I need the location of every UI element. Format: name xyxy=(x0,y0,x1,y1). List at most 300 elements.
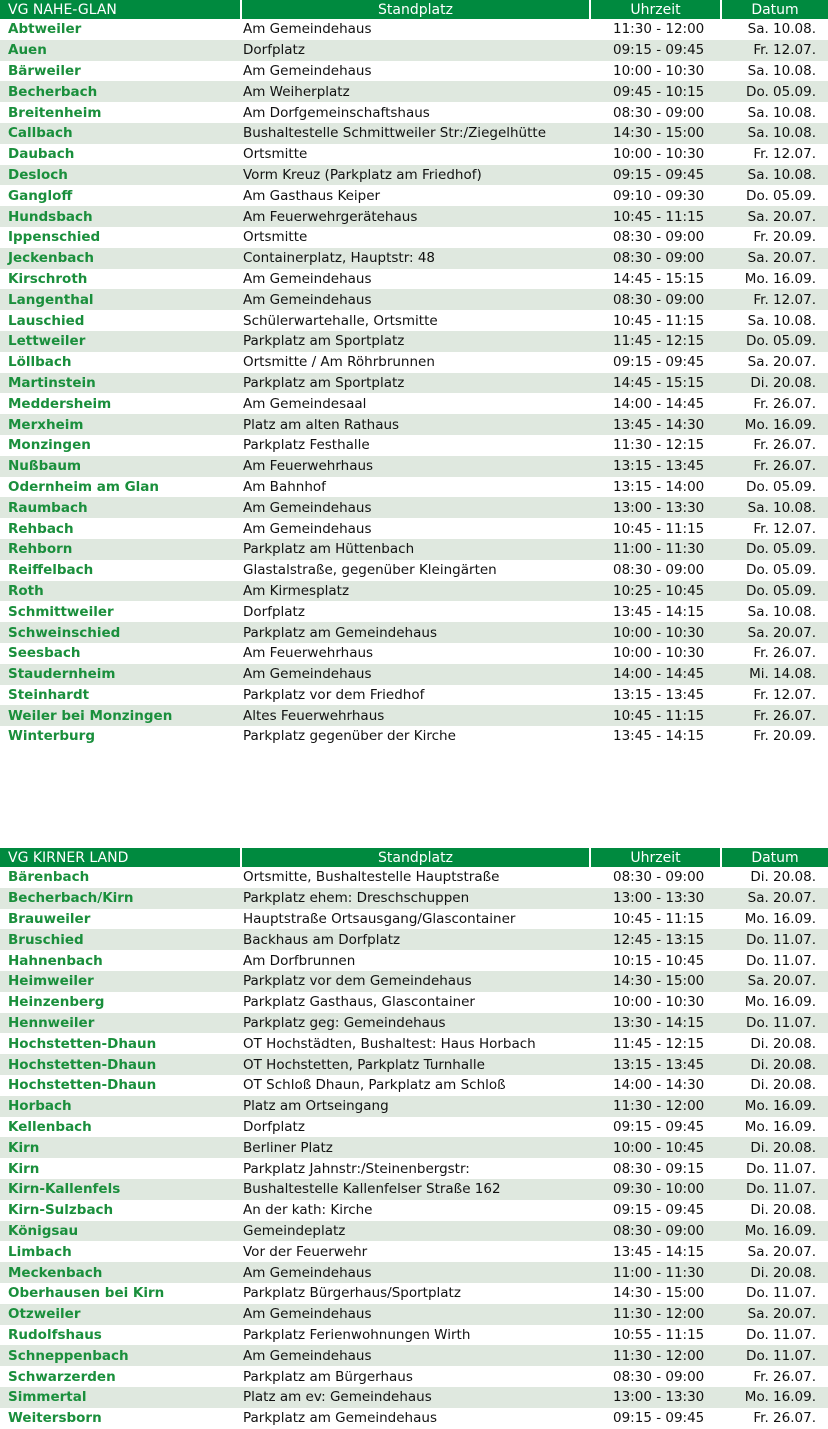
time-range: 13:15 - 13:45 xyxy=(590,1054,721,1075)
location: Platz am alten Rathaus xyxy=(241,414,590,435)
place-name: Reiffelbach xyxy=(8,562,94,579)
table-row xyxy=(0,888,828,909)
location: Am Gemeindehaus xyxy=(241,497,590,518)
table-row xyxy=(0,726,828,747)
time-range: 09:15 - 09:45 xyxy=(613,1118,705,1135)
time-range: 08:30 - 09:15 xyxy=(613,1160,705,1177)
time-range: 08:30 - 09:00 xyxy=(590,289,721,310)
date: Sa. 10.08. xyxy=(747,21,816,38)
table-row xyxy=(0,373,828,394)
location: Parkplatz ehem: Dreschschuppen xyxy=(241,888,590,909)
time-range: 09:15 - 09:45 xyxy=(590,165,721,186)
table-row xyxy=(0,867,828,888)
time-range: 08:30 - 09:00 xyxy=(613,562,705,579)
location: Am Gemeindehaus xyxy=(241,664,590,685)
table-row xyxy=(0,1054,828,1075)
time-range: 13:45 - 14:15 xyxy=(613,728,705,745)
location: Am Gemeindehaus xyxy=(241,289,590,310)
place-name: Raumbach xyxy=(0,497,241,518)
time-range: 14:00 - 14:45 xyxy=(613,395,705,412)
place-name: Kirn-Kallenfels xyxy=(0,1179,241,1200)
location: OT Schloß Dhaun, Parkplatz am Schloß xyxy=(243,1077,506,1094)
date: Mo. 16.09. xyxy=(721,414,828,435)
table-row xyxy=(0,414,828,435)
date: Sa. 10.08. xyxy=(721,165,828,186)
place-name: Schmittweiler xyxy=(8,603,114,620)
date: Fr. 26.07. xyxy=(753,1410,816,1427)
date: Fr. 20.09. xyxy=(753,229,816,246)
time-range: 08:30 - 09:00 xyxy=(613,1368,705,1385)
location: Parkplatz am Bürgerhaus xyxy=(243,1368,413,1385)
date: Sa. 10.08. xyxy=(747,312,816,329)
time-range: 10:00 - 10:30 xyxy=(613,994,705,1011)
date: Di. 20.08. xyxy=(750,1077,816,1094)
place-name: Heinzenberg xyxy=(8,994,105,1011)
place-name: Kirn-Sulzbach xyxy=(8,1202,114,1219)
time-range: 14:45 - 15:15 xyxy=(613,270,705,287)
place-name: Rudolfshaus xyxy=(8,1326,102,1343)
time-range: 14:00 - 14:30 xyxy=(613,1077,705,1094)
time-range: 11:30 - 12:00 xyxy=(590,1345,721,1366)
header-datum: Datum xyxy=(721,848,828,867)
place-name: Löllbach xyxy=(8,354,72,371)
date: Sa. 10.08. xyxy=(747,104,816,121)
table-row xyxy=(0,1387,828,1408)
place-name: Lettweiler xyxy=(0,331,241,352)
date: Sa. 20.07. xyxy=(721,888,828,909)
location: Am Weiherplatz xyxy=(241,81,590,102)
place-name: Breitenheim xyxy=(8,104,102,121)
date: Mo. 16.09. xyxy=(744,910,816,927)
place-name: Rehbach xyxy=(8,520,74,537)
date: Di. 20.08. xyxy=(721,1137,828,1158)
location: Am Kirmesplatz xyxy=(241,581,590,602)
date: Sa. 10.08. xyxy=(721,123,828,144)
place-name: Hundsbach xyxy=(0,206,241,227)
location: Am Feuerwehrhaus xyxy=(243,645,374,662)
time-range: 10:00 - 10:30 xyxy=(613,62,705,79)
date: Di. 20.08. xyxy=(721,373,828,394)
date: Do. 05.09. xyxy=(721,81,828,102)
table-row xyxy=(0,539,828,560)
schedule-table-kirner-land xyxy=(0,848,828,1429)
location: Ortsmitte / Am Röhrbrunnen xyxy=(243,354,435,371)
place-name: Rehborn xyxy=(0,539,241,560)
location: Parkplatz am Gemeindehaus xyxy=(243,1410,437,1427)
place-name: Hochstetten-Dhaun xyxy=(8,1077,157,1094)
date: Sa. 20.07. xyxy=(721,248,828,269)
location: Hauptstraße Ortsausgang/Glascontainer xyxy=(243,910,516,927)
table-row xyxy=(0,102,828,123)
location: Altes Feuerwehrhaus xyxy=(241,705,590,726)
location: Platz am ev: Gemeindehaus xyxy=(241,1387,590,1408)
location: Am Dorfgemeinschaftshaus xyxy=(243,104,430,121)
place-name: Langenthal xyxy=(0,289,241,310)
table-row xyxy=(0,61,828,82)
date: Do. 05.09. xyxy=(746,478,816,495)
location: Am Gemeindehaus xyxy=(241,1345,590,1366)
location: Parkplatz vor dem Gemeindehaus xyxy=(241,971,590,992)
time-range: 13:45 - 14:15 xyxy=(613,1243,705,1260)
location: Parkplatz gegenüber der Kirche xyxy=(243,728,456,745)
table-row xyxy=(0,643,828,664)
date: Do. 05.09. xyxy=(721,331,828,352)
place-name: Roth xyxy=(0,581,241,602)
date: Fr. 26.07. xyxy=(721,456,828,477)
table-row xyxy=(0,1262,828,1283)
date: Do. 11.07. xyxy=(721,1345,828,1366)
time-range: 10:15 - 10:45 xyxy=(613,952,705,969)
location: Parkplatz am Hüttenbach xyxy=(241,539,590,560)
date: Mo. 16.09. xyxy=(721,1387,828,1408)
date: Sa. 20.07. xyxy=(721,622,828,643)
time-range: 09:30 - 10:00 xyxy=(590,1179,721,1200)
place-name: Oberhausen bei Kirn xyxy=(8,1285,165,1302)
time-range: 08:30 - 09:00 xyxy=(613,869,705,886)
time-range: 11:30 - 12:00 xyxy=(613,21,705,38)
table-row xyxy=(0,144,828,165)
time-range: 10:00 - 10:30 xyxy=(613,645,705,662)
section-title: VG NAHE-GLAN xyxy=(0,0,241,19)
location: Parkplatz Gasthaus, Glascontainer xyxy=(243,994,475,1011)
place-name: Schweinschied xyxy=(0,622,241,643)
location: Platz am Ortseingang xyxy=(241,1096,590,1117)
location: Parkplatz vor dem Friedhof xyxy=(243,686,425,703)
location: An der kath: Kirche xyxy=(243,1202,373,1219)
time-range: 13:45 - 14:15 xyxy=(613,603,705,620)
place-name: Meddersheim xyxy=(8,395,112,412)
table-row xyxy=(0,206,828,227)
time-range: 14:30 - 15:00 xyxy=(590,123,721,144)
time-range: 10:55 - 11:15 xyxy=(613,1326,705,1343)
place-name: Lauschied xyxy=(8,312,85,329)
table-row xyxy=(0,165,828,186)
time-range: 08:30 - 09:00 xyxy=(613,104,705,121)
location: Am Gemeindehaus xyxy=(241,1304,590,1325)
place-name: Weitersborn xyxy=(8,1410,102,1427)
place-name: Limbach xyxy=(8,1243,72,1260)
location: Parkplatz Ferienwohnungen Wirth xyxy=(243,1326,471,1343)
date: Do. 05.09. xyxy=(746,187,816,204)
time-range: 14:30 - 15:00 xyxy=(590,971,721,992)
table-row xyxy=(0,518,828,539)
place-name: Bärweiler xyxy=(8,62,81,79)
date: Fr. 26.07. xyxy=(721,705,828,726)
table-row xyxy=(0,352,828,373)
time-range: 10:45 - 11:15 xyxy=(613,910,705,927)
table-row xyxy=(0,1179,828,1200)
location: OT Hochstädten, Bushaltest: Haus Horbach xyxy=(243,1035,536,1052)
time-range: 08:30 - 09:00 xyxy=(613,229,705,246)
date: Fr. 20.09. xyxy=(753,728,816,745)
date: Do. 11.07. xyxy=(746,952,816,969)
date: Sa. 20.07. xyxy=(721,971,828,992)
time-range: 14:00 - 14:45 xyxy=(590,664,721,685)
location: Parkplatz Festhalle xyxy=(243,437,370,454)
place-name: Schwarzerden xyxy=(8,1368,116,1385)
date: Di. 20.08. xyxy=(750,869,816,886)
time-range: 11:30 - 12:00 xyxy=(590,1096,721,1117)
table-row xyxy=(0,1221,828,1242)
place-name: Bruschied xyxy=(0,929,241,950)
date: Mo. 16.09. xyxy=(721,1221,828,1242)
location: Parkplatz Bürgerhaus/Sportplatz xyxy=(243,1285,461,1302)
date: Sa. 10.08. xyxy=(747,62,816,79)
table-row xyxy=(0,248,828,269)
place-name: Hochstetten-Dhaun xyxy=(0,1054,241,1075)
table-row xyxy=(0,1345,828,1366)
location: Containerplatz, Hauptstr: 48 xyxy=(241,248,590,269)
time-range: 12:45 - 13:15 xyxy=(590,929,721,950)
place-name: Gangloff xyxy=(8,187,73,204)
time-range: 13:30 - 14:15 xyxy=(590,1013,721,1034)
table-row xyxy=(0,909,828,930)
time-range: 11:30 - 12:00 xyxy=(590,1304,721,1325)
table-row xyxy=(0,1408,828,1429)
table-header-row xyxy=(0,848,828,867)
place-name: Kirschroth xyxy=(8,270,88,287)
table-row xyxy=(0,289,828,310)
location: Am Gemeindehaus xyxy=(243,270,372,287)
table-row xyxy=(0,1033,828,1054)
date: Sa. 20.07. xyxy=(747,354,816,371)
place-name: Kirn xyxy=(8,1160,40,1177)
time-range: 11:00 - 11:30 xyxy=(590,539,721,560)
time-range: 13:00 - 13:30 xyxy=(590,497,721,518)
place-name: Kellenbach xyxy=(8,1118,92,1135)
table-row xyxy=(0,1241,828,1262)
place-name: Desloch xyxy=(0,165,241,186)
table-row xyxy=(0,581,828,602)
table-row xyxy=(0,227,828,248)
place-name: Ippenschied xyxy=(8,229,101,246)
table-row xyxy=(0,331,828,352)
place-name: Becherbach/Kirn xyxy=(0,888,241,909)
date: Fr. 12.07. xyxy=(753,146,816,163)
time-range: 10:45 - 11:15 xyxy=(613,312,705,329)
time-range: 09:15 - 09:45 xyxy=(613,354,705,371)
place-name: Brauweiler xyxy=(8,910,91,927)
place-name: Monzingen xyxy=(8,437,91,454)
place-name: Odernheim am Glan xyxy=(8,478,160,495)
place-name: Hennweiler xyxy=(0,1013,241,1034)
location: Am Gasthaus Keiper xyxy=(243,187,381,204)
time-range: 09:15 - 09:45 xyxy=(613,1202,705,1219)
place-name: Merxheim xyxy=(0,414,241,435)
time-range: 09:10 - 09:30 xyxy=(613,187,705,204)
date: Mo. 16.09. xyxy=(744,1118,816,1135)
location: Am Gemeindehaus xyxy=(241,1262,590,1283)
date: Fr. 26.07. xyxy=(753,437,816,454)
place-name: Callbach xyxy=(0,123,241,144)
table-row xyxy=(0,1137,828,1158)
location: Backhaus am Dorfplatz xyxy=(241,929,590,950)
place-name: Staudernheim xyxy=(0,664,241,685)
table-row xyxy=(0,1200,828,1221)
place-name: Auen xyxy=(0,40,241,61)
time-range: 13:15 - 13:45 xyxy=(613,686,705,703)
time-range: 10:00 - 10:30 xyxy=(613,146,705,163)
time-range: 14:30 - 15:00 xyxy=(613,1285,705,1302)
location: Bushaltestelle Kallenfelser Straße 162 xyxy=(241,1179,590,1200)
place-name: Kirn xyxy=(0,1137,241,1158)
place-name: Heimweiler xyxy=(0,971,241,992)
date: Do. 05.09. xyxy=(721,539,828,560)
location: Am Gemeindesaal xyxy=(243,395,367,412)
time-range: 10:45 - 11:15 xyxy=(590,206,721,227)
table-row xyxy=(0,705,828,726)
place-name: Hahnenbach xyxy=(8,952,103,969)
location: Parkplatz am Sportplatz xyxy=(241,373,590,394)
date: Sa. 20.07. xyxy=(721,1304,828,1325)
place-name: Bärenbach xyxy=(8,869,90,886)
table-row xyxy=(0,1325,828,1346)
table-row xyxy=(0,477,828,498)
date: Fr. 12.07. xyxy=(721,289,828,310)
location: Ortsmitte xyxy=(243,146,308,163)
date: Do. 05.09. xyxy=(721,581,828,602)
location: Parkplatz am Sportplatz xyxy=(241,331,590,352)
location: OT Hochstetten, Parkplatz Turnhalle xyxy=(241,1054,590,1075)
place-name: Simmertal xyxy=(0,1387,241,1408)
date: Di. 20.08. xyxy=(750,1035,816,1052)
place-name: Seesbach xyxy=(8,645,81,662)
time-range: 13:45 - 14:30 xyxy=(590,414,721,435)
table-row xyxy=(0,310,828,331)
location: Dorfplatz xyxy=(243,603,305,620)
date: Fr. 26.07. xyxy=(753,1368,816,1385)
table-row xyxy=(0,1075,828,1096)
place-name: Nußbaum xyxy=(0,456,241,477)
table-row xyxy=(0,664,828,685)
table-row xyxy=(0,601,828,622)
table-row xyxy=(0,1304,828,1325)
location: Am Dorfbrunnen xyxy=(243,952,356,969)
location: Vorm Kreuz (Parkplatz am Friedhof) xyxy=(241,165,590,186)
table-row xyxy=(0,1366,828,1387)
table-row xyxy=(0,497,828,518)
time-range: 14:45 - 15:15 xyxy=(590,373,721,394)
date: Fr. 12.07. xyxy=(753,686,816,703)
table-row xyxy=(0,456,828,477)
date: Sa. 10.08. xyxy=(747,603,816,620)
date: Do. 11.07. xyxy=(721,929,828,950)
time-range: 11:45 - 12:15 xyxy=(590,331,721,352)
location: Am Gemeindehaus xyxy=(243,62,372,79)
time-range: 11:00 - 11:30 xyxy=(590,1262,721,1283)
time-range: 11:30 - 12:15 xyxy=(613,437,705,454)
time-range: 09:45 - 10:15 xyxy=(590,81,721,102)
date: Mo. 16.09. xyxy=(744,994,816,1011)
time-range: 11:45 - 12:15 xyxy=(613,1035,705,1052)
table-row xyxy=(0,19,828,40)
place-name: Abtweiler xyxy=(8,21,82,38)
location: Parkplatz geg: Gemeindehaus xyxy=(241,1013,590,1034)
table-row xyxy=(0,992,828,1013)
location: Glastalstraße, gegenüber Kleingärten xyxy=(243,562,497,579)
location: Parkplatz Jahnstr:/Steinenbergstr: xyxy=(243,1160,470,1177)
table-row xyxy=(0,269,828,290)
date: Fr. 12.07. xyxy=(753,520,816,537)
header-standplatz: Standplatz xyxy=(241,848,590,867)
location: Am Gemeindehaus xyxy=(243,520,372,537)
table-row xyxy=(0,185,828,206)
date: Di. 20.08. xyxy=(721,1262,828,1283)
table-row xyxy=(0,685,828,706)
header-uhrzeit: Uhrzeit xyxy=(590,0,721,19)
location: Am Bahnhof xyxy=(243,478,326,495)
table-row xyxy=(0,40,828,61)
date: Di. 20.08. xyxy=(721,1054,828,1075)
place-name: Becherbach xyxy=(0,81,241,102)
location: Berliner Platz xyxy=(241,1137,590,1158)
table-row xyxy=(0,393,828,414)
date: Do. 11.07. xyxy=(721,1013,828,1034)
place-name: Jeckenbach xyxy=(0,248,241,269)
time-range: 13:00 - 13:30 xyxy=(590,1387,721,1408)
date: Mi. 14.08. xyxy=(721,664,828,685)
date: Mo. 16.09. xyxy=(744,270,816,287)
location: Am Gemeindehaus xyxy=(243,21,372,38)
date: Sa. 20.07. xyxy=(721,206,828,227)
place-name: Königsau xyxy=(0,1221,241,1242)
time-range: 10:00 - 10:30 xyxy=(590,622,721,643)
table-row xyxy=(0,560,828,581)
header-standplatz: Standplatz xyxy=(241,0,590,19)
date: Do. 11.07. xyxy=(746,1285,816,1302)
table-row xyxy=(0,950,828,971)
time-range: 09:15 - 09:45 xyxy=(590,40,721,61)
place-name: Weiler bei Monzingen xyxy=(0,705,241,726)
date: Mo. 16.09. xyxy=(721,1096,828,1117)
location: Schülerwartehalle, Ortsmitte xyxy=(243,312,438,329)
time-range: 13:15 - 13:45 xyxy=(590,456,721,477)
location: Bushaltestelle Schmittweiler Str:/Ziegelhütte xyxy=(241,123,590,144)
place-name: Martinstein xyxy=(0,373,241,394)
table-row xyxy=(0,971,828,992)
location: Dorfplatz xyxy=(243,1118,305,1135)
header-datum: Datum xyxy=(721,0,828,19)
time-range: 10:45 - 11:15 xyxy=(613,520,705,537)
table-row xyxy=(0,81,828,102)
date: Di. 20.08. xyxy=(750,1202,816,1219)
time-range: 08:30 - 09:00 xyxy=(590,248,721,269)
table-row xyxy=(0,929,828,950)
place-name: Horbach xyxy=(0,1096,241,1117)
location: Dorfplatz xyxy=(241,40,590,61)
date: Sa. 20.07. xyxy=(747,1243,816,1260)
date: Do. 11.07. xyxy=(746,1326,816,1343)
place-name: Meckenbach xyxy=(0,1262,241,1283)
date: Fr. 26.07. xyxy=(753,395,816,412)
place-name: Otzweiler xyxy=(0,1304,241,1325)
place-name: Winterburg xyxy=(8,728,95,745)
time-range: 09:15 - 09:45 xyxy=(613,1410,705,1427)
table-row xyxy=(0,1158,828,1179)
date: Do. 11.07. xyxy=(721,1179,828,1200)
table-header-row xyxy=(0,0,828,19)
place-name: Hochstetten-Dhaun xyxy=(8,1035,157,1052)
table-row xyxy=(0,1283,828,1304)
time-range: 10:00 - 10:45 xyxy=(590,1137,721,1158)
table-row xyxy=(0,622,828,643)
time-range: 10:25 - 10:45 xyxy=(590,581,721,602)
place-name: Daubach xyxy=(8,146,75,163)
header-uhrzeit: Uhrzeit xyxy=(590,848,721,867)
location: Gemeindeplatz xyxy=(241,1221,590,1242)
time-range: 08:30 - 09:00 xyxy=(590,1221,721,1242)
table-row xyxy=(0,1117,828,1138)
